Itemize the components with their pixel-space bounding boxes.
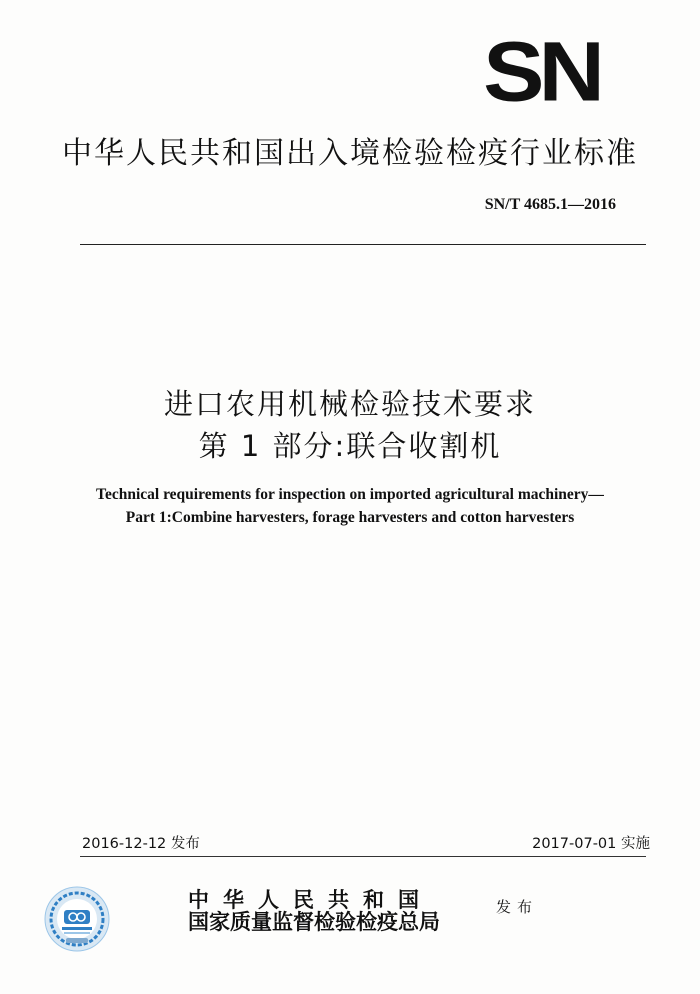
footer-divider: [80, 856, 646, 857]
title-chinese-line-2: 第 1 部分:联合收割机: [198, 429, 502, 463]
title-english-line-2: Part 1:Combine harvesters, forage harvesters and cotton harvesters: [125, 509, 575, 526]
implementation-date: 2017-07-01 实施: [532, 836, 650, 852]
issuer-line-1: 中华人民共和国: [188, 887, 433, 912]
issue-date: 2016-12-12 发布: [82, 836, 200, 852]
header-divider: [80, 244, 646, 245]
standard-number: SN/T 4685.1—2016: [484, 196, 616, 213]
title-chinese-line-1: 进口农用机械检验技术要求: [163, 387, 536, 421]
organization-title: 中华人民共和国出入境检验检疫行业标准: [62, 136, 638, 171]
issuer-line-2: 国家质量监督检验检疫总局: [188, 909, 440, 934]
circular-anti-counterfeit-seal-icon: [44, 886, 110, 952]
title-english-line-1: Technical requirements for inspection on imported agricultural machinery—: [96, 486, 604, 503]
issue-word: 发布: [496, 898, 539, 916]
sn-logo: SN: [483, 25, 599, 119]
